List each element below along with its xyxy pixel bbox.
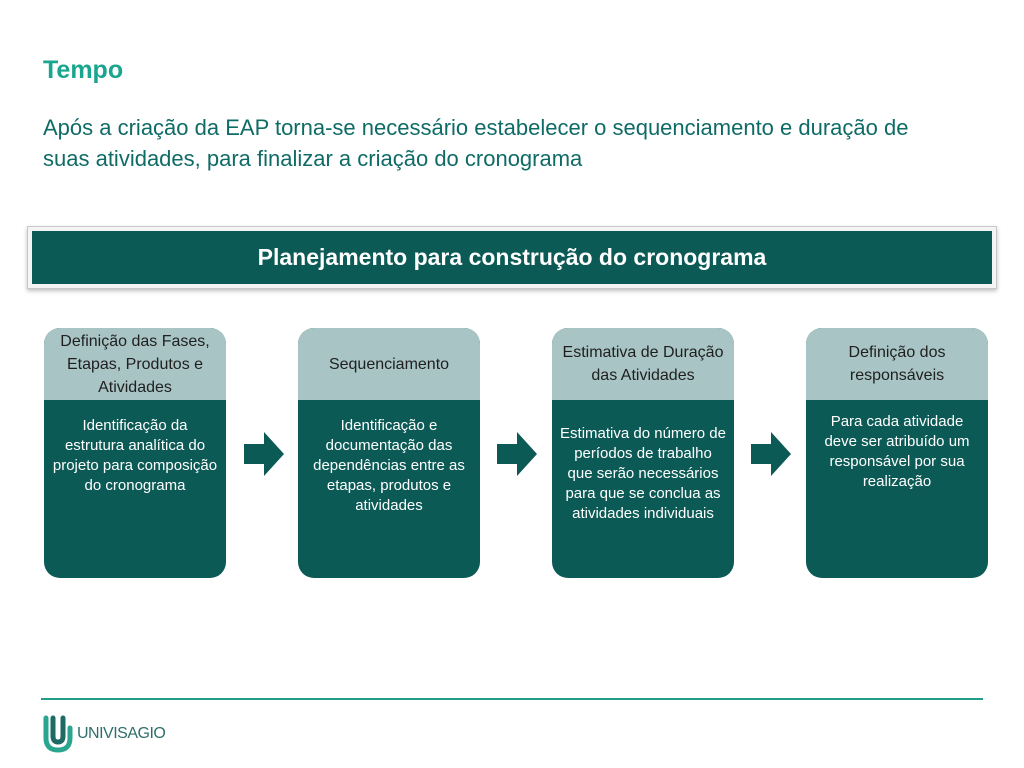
banner-fill (32, 231, 992, 284)
step-card-header (552, 328, 734, 400)
step-card-body (806, 400, 988, 578)
arrow-right-icon (751, 432, 791, 476)
step-card-body (298, 400, 480, 578)
step-card-header (298, 328, 480, 400)
univisagio-logo (43, 714, 165, 754)
step-heading: Definição das Fases, Etapas, Produtos e Atividades (60, 332, 210, 396)
step-heading: Sequenciamento (328, 355, 450, 373)
footer-divider (41, 698, 983, 700)
arrow-right-icon (244, 432, 284, 476)
banner (27, 226, 997, 289)
step-description: Para cada atividade deve ser atribuído um responsável por sua realização (824, 413, 970, 490)
step-heading: Definição dos responsáveis (848, 344, 946, 384)
logo-text: UNIVISAGIO (77, 725, 166, 742)
step-description: Identificação e documentação das dependências entre as etapas, produtos e atividades (313, 417, 465, 514)
step-card-2 (298, 328, 480, 578)
step-card-1 (44, 328, 226, 578)
banner-text: Planejamento para construção do cronograma (257, 244, 767, 270)
step-heading: Estimativa de Duração das Atividades (562, 344, 724, 384)
slide-subtitle: Após a criação da EAP torna-se necessário estabelecer o sequenciamento e duração de suas atividades, para finalizar a criação do cronograma (43, 115, 909, 171)
step-card-header (806, 328, 988, 400)
step-card-4 (806, 328, 988, 578)
step-description: Estimativa do número de períodos de trabalho que serão necessários para que se conclua as atividades individuais (560, 425, 726, 522)
step-card-body (44, 400, 226, 578)
step-description: Identificação da estrutura analítica do projeto para composição do cronograma (52, 417, 218, 494)
step-card-header (44, 328, 226, 400)
step-card-body (552, 400, 734, 578)
slide-title: Tempo (43, 56, 124, 84)
arrow-right-icon (497, 432, 537, 476)
step-card-3 (552, 328, 734, 578)
univisagio-logo-icon (43, 714, 73, 754)
